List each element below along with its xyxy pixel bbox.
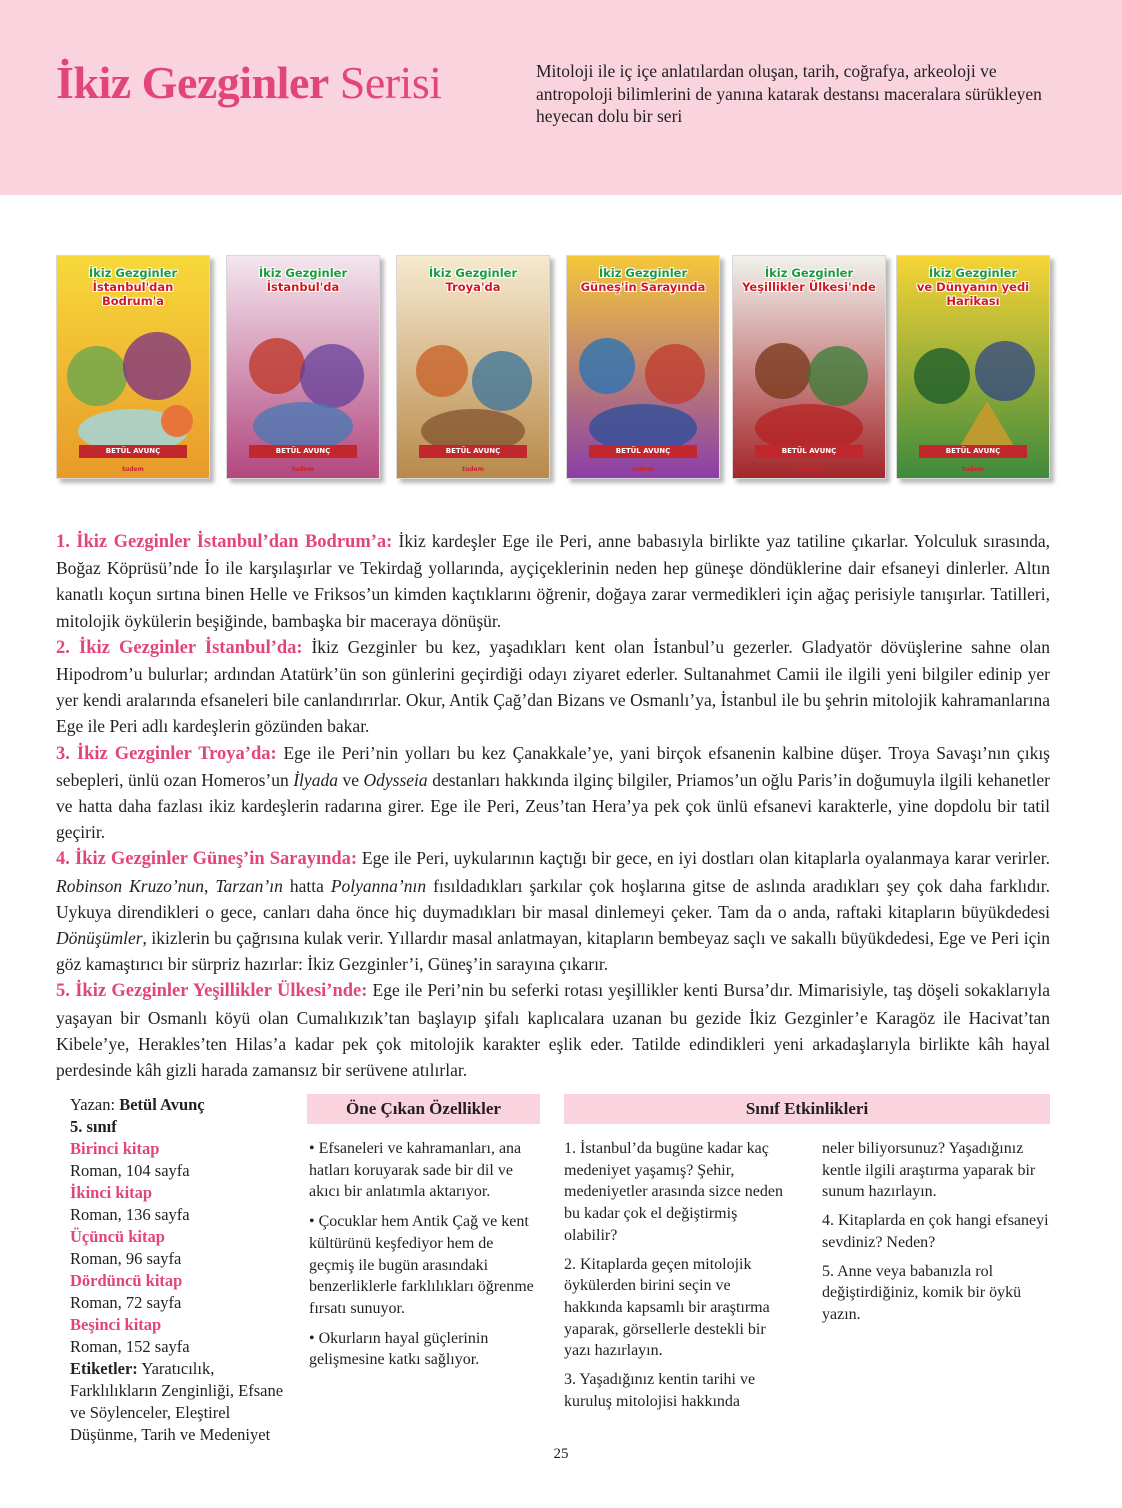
cover-title: İkiz Gezginler Güneş'in Sarayında bbox=[580, 266, 706, 294]
book-cover-6[interactable] bbox=[896, 255, 1050, 479]
features-title: Öne Çıkan Özellikler bbox=[307, 1094, 540, 1124]
book-4-heading: 4. İkiz Gezginler Güneş’in Sarayında: bbox=[56, 849, 358, 870]
cover-author: BETÜL AVUNÇ bbox=[919, 445, 1027, 458]
book-1-heading: 1. İkiz Gezginler İstanbul’dan Bodrum’a: bbox=[56, 532, 393, 552]
cover-publisher: tudem bbox=[122, 466, 144, 473]
book-cover-5[interactable] bbox=[732, 255, 886, 479]
book-cover-4[interactable] bbox=[566, 255, 720, 479]
features-section bbox=[307, 1094, 540, 1379]
book-cover-3[interactable] bbox=[396, 255, 550, 479]
cover-title: İkiz Gezginler Troya'da bbox=[428, 266, 518, 294]
activities-title: Sınıf Etkinlikleri bbox=[564, 1094, 1050, 1124]
author-line: Yazan: Betül Avunç bbox=[70, 1095, 205, 1114]
page-number: 25 bbox=[553, 1446, 569, 1462]
book-5-text: Ege ile Peri’nin bu seferki rotası yeşillikler kenti Bursa’dır. Mimarisiyle, taş döşeli sokaklarıyla yaşayan bir Osmanlı köyü olan Cumalıkızık’tan başlayıp şifalı kaplıcalara uzanan bu gezide İkiz Gezginler’e Karagöz ile Hacivat’tan Kibele’ye, Herakles’ten Hilas’a kadar pek çok mitolojik karakter eşlik eder. Tatilde edindikleri yeni arkadaşlarıyla birlikte kâh hayal perdesinde kâh gizli harada zamansız bir serüvene atılırlar. bbox=[56, 980, 1051, 1081]
header-band bbox=[0, 0, 1122, 195]
cover-title: İkiz Gezginler Yeşillikler Ülkesi'nde bbox=[742, 266, 876, 294]
list-item: 1. İstanbul’da bugüne kadar kaç medeniyet yaşamış? Şehir, medeniyetler arasında sizce neden bu kadar çok el değiştirmiş olabilir? bbox=[564, 1140, 783, 1244]
list-item: 3. Yaşadığınız kentin tarihi ve kuruluş mitolojisi hakkında bbox=[564, 1371, 756, 1410]
list-item: • Çocuklar hem Antik Çağ ve kent kültürünü keşfediyor hem de geçmiş ile bugün arasındaki benzerliklerle farklılıkları öğrenme fırsatı sunuyor. bbox=[309, 1213, 534, 1317]
page-title: İkiz Gezginler Serisi bbox=[56, 57, 442, 108]
book-2-heading: 2. İkiz Gezginler İstanbul’da: bbox=[56, 637, 303, 658]
book-descriptions: 1. İkiz Gezginler İstanbul’dan Bodrum’a: İkiz kardeşler Ege ile Peri, anne babasıyla birlikte yaz tatiline çıkarlar. Yolculuk sırasında, Boğaz Köprüsü’nde İo ile karşılaşırlar ve Tekirdağ yollarında, ayçiçeklerinin neden hep güneşe döndüklerine dair efsaneyi dinlerler. Altın kanatlı koçun sırtına binen Helle ve Friksos’un kimden kaçtıklarını öğrenir, doğaya zarar vermedikleri için ağaç perisiyle tanışırlar. Tatilleri, mitolojik öykülerin beşiğinde, bambaşka bir maceraya dönüşür. 2. İkiz Gezginler İstanbul’da: İkiz Gezginler bu kez, yaşadıkları kent olan İstanbul’u gezerler. Gladyatör dövüşlerine sahne olan Hipodrom’u bulurlar; ardından Atatürk’ün son günlerini geçirdiği odayı ziyaret ederler. Sultanahmet Camii ile ilgili yeni bilgiler edinip yer yer kendi aralarında efsaneleri bile canlandırırlar. Okur, Antik Çağ’dan Bizans ve Osmanlı’ya, İstanbul ile bu şehrin mitolojik kahramanlarına Ege ile Peri adlı kardeşlerin gözünden bakar. 3. İkiz Gezginler Troya’da: Ege ile Peri’nin yolları bu kez Çanakkale’ye, yani birçok efsanenin kalbine düşer. Troya Savaşı’nın çıkış sebepleri, ünlü ozan Homeros’un İlyada ve Odysseia destanları hakkında ilginç bilgiler, Priamos’un oğlu Paris’in doğumuyla ilgili kehanetler ve hatta daha fazlası ikiz kardeşlerin radarına girer. Ege ile Peri, Zeus’tan Hera’ya pek çok ünlü efsanevi karakterle, yine dopdolu bir tatil geçirir. 4. İkiz Gezginler Güneş’in Sarayında: Ege ile Peri, uykularının kaçtığı bir gece, en iyi dostları olan kitaplarla oyalanmaya karar verirler. Robinson Kruzo’nun, Tarzan’ın hatta Polyanna’nın fısıldadıkları şarkılar çok hoşlarına gitse de aslında aradıkları şey çok daha farklıdır. Uykuya direndikleri o gece, canları daha önce hiç duymadıkları bir masal dinlemeyi çeker. Tam da o anda, raftaki kitapların büyükdedesi Dönüşümler, ikizlerin bu çağrısına kulak verir. Yıllardır masal anlatmayan, kitapların bembeyaz saçlı ve sakallı büyükdedesi, Ege ve Peri için göz kamaştırıcı bir sürpriz hazırlar: İkiz Gezginler’i, Güneş’in sarayına çıkarır. 5. İkiz Gezginler Yeşillikler Ülkesi’nde: Ege ile Peri’nin bu seferki rotası yeşillikler kenti Bursa’dır. Mimarisiyle, taş döşeli sokaklarıyla yaşayan bir Osmanlı köyü olan Cumalıkızık’tan başlayıp şifalı kaplıcalara uzanan bu gezide İkiz Gezginler’e Karagöz ile Hacivat’tan Kibele’ye, Herakles’ten Hilas’a kadar pek çok mitolojik karakter eşlik eder. Tatilde edindikleri yeni arkadaşlarıyla birlikte kâh hayal perdesinde kâh gizli harada zamansız bir serüvene atılırlar. bbox=[56, 531, 1051, 1081]
book-metadata: Yazan: Betül Avunç 5. sınıf Birinci kitap Roman, 104 sayfa İkinci kitap Roman, 136 sayfa Üçüncü kitap Roman, 96 sayfa Dördüncü kitap Roman, 72 sayfa Beşinci kitap Roman, 152 sayfa Etiketler: Yaratıcılık, Farklılıkların Zenginliği, Efsane ve Söylenceler, Eleştirel Düşünme, Tarih ve Medeniyet bbox=[70, 1094, 300, 1446]
list-item: neler biliyorsunuz? Yaşadığınız kentle ilgili araştırma yaparak bir sunum hazırlayın. bbox=[822, 1140, 1036, 1201]
activities-section bbox=[564, 1094, 1050, 1419]
cover-author: BETÜL AVUNÇ bbox=[755, 445, 863, 458]
cover-author: BETÜL AVUNÇ bbox=[589, 445, 697, 458]
cover-publisher: tudem bbox=[798, 466, 820, 473]
cover-author: BETÜL AVUNÇ bbox=[249, 445, 357, 458]
list-item: • Efsaneleri ve kahramanları, ana hatları koruyarak sade bir dil ve akıcı bir anlatımla aktarıyor. bbox=[309, 1140, 522, 1201]
cover-author: BETÜL AVUNÇ bbox=[79, 445, 187, 458]
book-1-text: İkiz kardeşler Ege ile Peri, anne babasıyla birlikte yaz tatiline çıkarlar. Yolculuk sırasında, Boğaz Köprüsü’nde İo ile karşılaşırlar ve Tekirdağ yollarında, ayçiçeklerinin neden hep güneşe döndüklerine dair efsaneyi dinlerler. Altın kanatlı koçun sırtına binen Helle ve Friksos’un kimden kaçtıklarını öğrenir, doğaya zarar vermedikleri için ağaç perisiyle tanışırlar. Tatilleri, mitolojik öykülerin beşiğinde, bambaşka bir maceraya dönüşür. bbox=[56, 531, 1050, 631]
cover-title: İkiz Gezginler ve Dünyanın yedi Harikası bbox=[916, 266, 1030, 308]
cover-author: BETÜL AVUNÇ bbox=[419, 445, 527, 458]
cover-publisher: tudem bbox=[292, 466, 314, 473]
series-tagline: Mitoloji ile iç içe anlatılardan oluşan, tarih, coğrafya, arkeoloji ve antropoloji bilimlerini de yanına katarak destansı maceralara sürükleyen heyecan dolu bir seri bbox=[536, 61, 1042, 126]
list-item: 2. Kitaplarda geçen mitolojik öykülerden birini seçin ve hakkında kapsamlı bir araştırma yaparak, görsellerle destekli bir yazı hazırlayın. bbox=[564, 1255, 770, 1360]
list-item: 5. Anne veya babanızla rol değiştirdiğiniz, komik bir öykü yazın. bbox=[822, 1262, 1022, 1323]
list-item: • Okurların hayal güçlerinin gelişmesine katkı sağlıyor. bbox=[309, 1329, 489, 1369]
book-5-heading: 5. İkiz Gezginler Yeşillikler Ülkesi’nde: bbox=[56, 981, 368, 1002]
book-cover-1[interactable] bbox=[56, 255, 210, 479]
cover-title: İkiz Gezginler İstanbul'dan Bodrum'a bbox=[88, 266, 178, 308]
cover-publisher: tudem bbox=[462, 466, 484, 473]
cover-title: İkiz Gezginler İstanbul'da bbox=[258, 266, 348, 294]
grade: 5. sınıf bbox=[70, 1117, 117, 1136]
book-covers bbox=[56, 255, 1056, 485]
book-3-heading: 3. İkiz Gezginler Troya’da: bbox=[56, 743, 277, 764]
activities-column-1 bbox=[564, 1138, 792, 1419]
book-cover-2[interactable] bbox=[226, 255, 380, 479]
activities-column-2 bbox=[822, 1138, 1050, 1419]
cover-publisher: tudem bbox=[962, 466, 984, 473]
list-item: 4. Kitaplarda en çok hangi efsaneyi sevdiniz? Neden? bbox=[822, 1212, 1049, 1251]
book-2-text: İkiz Gezginler bu kez, yaşadıkları kent olan İstanbul’u gezerler. Gladyatör dövüşlerine sahne olan Hipodrom’u bulurlar; ardından Atatürk’ün son günlerini geçirdiği odayı ziyaret ederler. Sultanahmet Camii ile ilgili yeni bilgiler edinip yer yer kendi aralarında efsaneleri bile canlandırırlar. Okur, Antik Çağ’dan Bizans ve Osmanlı’ya, İstanbul ile bu şehrin mitolojik kahramanlarına Ege ile Peri adlı kardeşlerin gözünden bakar. bbox=[56, 636, 1051, 737]
cover-publisher: tudem bbox=[632, 466, 654, 473]
tags: Etiketler: Yaratıcılık, Farklılıkların Zenginliği, Efsane ve Söylenceler, Eleştirel Düşünme, Tarih ve Medeniyet bbox=[70, 1359, 284, 1444]
